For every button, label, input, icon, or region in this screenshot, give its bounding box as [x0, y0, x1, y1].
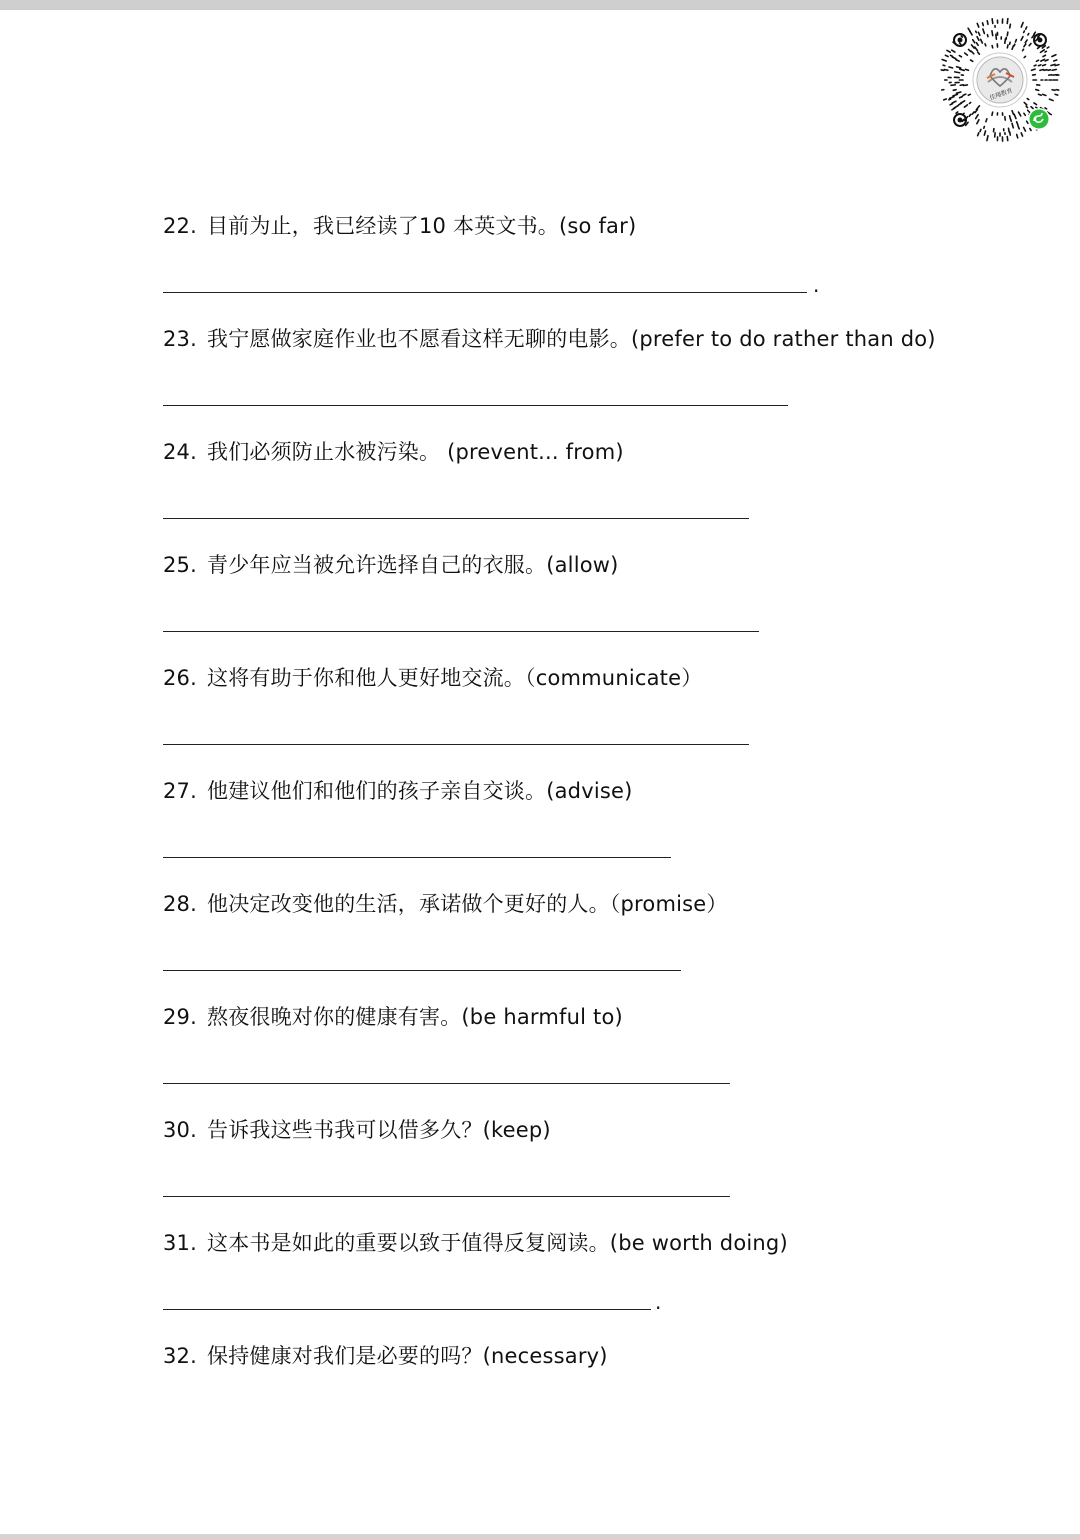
qr-ray: [956, 112, 958, 113]
qr-ray: [1018, 126, 1019, 129]
mini-program-badge-icon: [1030, 110, 1049, 129]
qr-ray: [964, 105, 967, 107]
qr-ray: [1012, 123, 1013, 127]
qr-ray: [978, 52, 980, 54]
question-31: [163, 1229, 788, 1257]
qr-ray: [945, 55, 948, 56]
qr-ray: [1014, 114, 1016, 118]
answer-blank-line[interactable]: [163, 744, 749, 745]
qr-ray: [942, 60, 946, 61]
qr-ray: [969, 114, 971, 116]
answer-blank-line[interactable]: [163, 292, 807, 293]
question-22: [163, 212, 636, 240]
question-23: [163, 325, 936, 353]
answer-blank-line[interactable]: [163, 857, 671, 858]
qr-ray: [987, 35, 988, 37]
question-text: 这本书是如此的重要以致于值得反复阅读。(be worth doing): [207, 1231, 788, 1255]
qr-ray: [953, 94, 957, 95]
qr-ray: [1007, 19, 1008, 24]
question-number: 26.: [163, 666, 197, 690]
qr-ray: [1026, 27, 1027, 29]
question-number: 24.: [163, 440, 197, 464]
qr-ray: [950, 97, 954, 99]
qr-ray: [956, 60, 959, 61]
qr-ray: [1017, 122, 1018, 125]
qr-ray: [950, 55, 952, 56]
qr-ray: [1034, 103, 1037, 105]
answer-blank-line[interactable]: [163, 1309, 651, 1310]
qr-ray: [1025, 40, 1027, 43]
qr-ray: [1052, 55, 1056, 57]
qr-ray: [992, 46, 993, 48]
answer-period: .: [813, 273, 820, 297]
qr-ray: [1036, 60, 1038, 61]
qr-ray: [1017, 135, 1018, 138]
qr-ray: [1043, 65, 1046, 66]
answer-blank-line[interactable]: [163, 405, 788, 406]
qr-ray: [1007, 137, 1008, 141]
qr-ray: [960, 97, 963, 98]
qr-ray: [986, 119, 987, 122]
qr-ray: [1019, 112, 1021, 116]
question-number: 23.: [163, 327, 197, 351]
qr-ray: [1043, 94, 1046, 95]
qr-ray: [1052, 69, 1056, 70]
qr-ray: [1040, 70, 1043, 71]
qr-ray: [1045, 108, 1047, 109]
answer-period: .: [655, 1290, 662, 1314]
qr-ray: [971, 60, 973, 61]
question-text: 熬夜很晚对你的健康有害。(be harmful to): [207, 1005, 623, 1029]
qr-ray: [1012, 111, 1013, 115]
answer-blank-line[interactable]: [163, 1196, 730, 1197]
qr-ray: [955, 72, 960, 73]
question-text: 我们必须防止水被污染。 (prevent... from): [207, 440, 624, 464]
question-text: 目前为止，我已经读了10 本英文书。(so far): [207, 214, 637, 238]
qr-ray: [969, 49, 971, 51]
qr-ray: [1021, 37, 1023, 41]
answer-blank-line[interactable]: [163, 1083, 730, 1084]
qr-ray: [976, 115, 978, 119]
qr-ray: [1024, 113, 1025, 115]
qr-ray: [1040, 50, 1044, 53]
qr-ray: [1014, 44, 1015, 46]
question-number: 31.: [163, 1231, 197, 1255]
qr-ray: [1007, 45, 1008, 48]
qr-ray: [966, 69, 969, 70]
qr-ray: [977, 120, 979, 124]
qr-ray: [1055, 65, 1059, 66]
qr-ray: [975, 109, 977, 112]
answer-blank-line[interactable]: [163, 631, 759, 632]
qr-ray: [1026, 106, 1027, 107]
qr-ray: [975, 47, 978, 51]
question-text: 保持健康对我们是必要的吗？(necessary): [207, 1344, 608, 1368]
qr-eye-center: [958, 38, 963, 43]
qr-ray: [1007, 32, 1008, 35]
qr-ray: [1024, 56, 1025, 57]
qr-ray: [976, 43, 978, 46]
qr-ray: [965, 53, 968, 55]
qr-ray: [956, 92, 960, 93]
qr-eye-center: [958, 118, 963, 123]
wechat-mini-program-code-icon: [938, 18, 1062, 142]
qr-ray: [1038, 65, 1040, 66]
question-text: 他决定改变他的生活，承诺做个更好的人。（promise）: [207, 892, 728, 916]
answer-blank-line[interactable]: [163, 970, 681, 971]
qr-ray: [968, 28, 970, 31]
qr-ray: [1036, 90, 1039, 91]
qr-ray: [964, 85, 968, 86]
qr-ray: [1024, 127, 1026, 131]
qr-ray: [985, 44, 986, 46]
question-29: [163, 1003, 623, 1031]
question-25: [163, 551, 619, 579]
qr-ray: [977, 23, 978, 27]
qr-center-label: 佳翔教育: [988, 87, 1014, 102]
qr-ray: [968, 94, 970, 95]
qr-ray: [1030, 129, 1031, 131]
qr-ray: [1049, 99, 1053, 100]
question-text: 青少年应当被允许选择自己的衣服。(allow): [207, 553, 619, 577]
qr-ray: [1045, 51, 1046, 52]
qr-ray: [1024, 44, 1026, 47]
question-number: 28.: [163, 892, 197, 916]
qr-ray: [1044, 70, 1047, 71]
question-32: [163, 1342, 608, 1370]
qr-ray: [1034, 32, 1035, 34]
qr-ray: [983, 29, 985, 34]
qr-ray: [992, 31, 993, 36]
qr-ray: [959, 43, 960, 44]
qr-ray: [1021, 23, 1023, 28]
qr-ray: [1028, 34, 1029, 35]
qr-ray: [1045, 60, 1048, 61]
qr-ray: [950, 104, 952, 105]
qr-ray: [963, 94, 966, 95]
qr-ray: [959, 56, 961, 57]
qr-ray: [1055, 94, 1058, 95]
qr-ray: [1024, 31, 1025, 33]
qr-ray: [971, 51, 974, 54]
qr-ray: [1009, 128, 1010, 132]
qr-ray: [973, 40, 975, 43]
question-number: 27.: [163, 779, 197, 803]
qr-ray: [1038, 94, 1041, 95]
qr-ray: [1027, 121, 1028, 123]
question-27: [163, 777, 633, 805]
qr-ray: [1054, 60, 1057, 61]
qr-ray: [1010, 42, 1011, 44]
qr-ray: [949, 67, 952, 68]
qr-ray: [1027, 99, 1028, 100]
qr-ray: [987, 136, 988, 141]
qr-ray: [1031, 107, 1033, 109]
qr-ray: [987, 21, 988, 24]
qr-ray: [1041, 59, 1045, 61]
question-text: 我宁愿做家庭作业也不愿看这样无聊的电影。(prefer to do rather than do): [207, 327, 936, 351]
qr-ray: [983, 23, 984, 26]
question-24: [163, 438, 624, 466]
qr-ray: [992, 112, 993, 115]
qr-ray: [944, 70, 948, 71]
qr-ray: [1012, 46, 1013, 50]
qr-ray: [981, 39, 983, 43]
qr-ray: [1029, 44, 1031, 46]
qr-ray: [992, 19, 993, 24]
qr-eye-center: [1038, 38, 1043, 43]
qr-ray: [978, 133, 979, 136]
question-number: 29.: [163, 1005, 197, 1029]
question-number: 32.: [163, 1344, 197, 1368]
question-number: 25.: [163, 553, 197, 577]
question-text: 这将有助于你和他人更好地交流。（communicate）: [207, 666, 703, 690]
qr-ray: [1034, 65, 1036, 66]
qr-ray: [969, 103, 970, 104]
qr-ray: [1021, 133, 1022, 136]
question-text: 他建议他们和他们的孩子亲自交谈。(advise): [207, 779, 633, 803]
qr-ray: [1010, 132, 1011, 135]
qr-ray: [1023, 49, 1024, 50]
qr-ray: [957, 67, 961, 68]
qr-ray: [980, 129, 981, 131]
question-30: [163, 1116, 551, 1144]
qr-ray: [1024, 102, 1027, 104]
question-number: 22.: [163, 214, 197, 238]
bottom-border: [0, 1534, 1080, 1539]
qr-ray: [972, 112, 974, 114]
question-number: 30.: [163, 1118, 197, 1142]
question-26: [163, 664, 702, 692]
qr-ray: [952, 57, 956, 59]
answer-blank-line[interactable]: [163, 518, 749, 519]
top-border: [0, 0, 1080, 10]
qr-ray: [960, 69, 964, 70]
qr-ray: [984, 126, 985, 128]
qr-ray: [952, 50, 955, 52]
question-28: [163, 890, 728, 918]
qr-ray: [953, 90, 956, 91]
qr-ray: [977, 37, 979, 41]
qr-ray: [978, 32, 979, 35]
qr-ray: [952, 101, 956, 103]
qr-ray: [949, 99, 951, 100]
qr-ray: [959, 103, 962, 105]
qr-ray: [944, 99, 947, 100]
qr-ray: [947, 50, 950, 52]
qr-ray: [1032, 69, 1036, 70]
qr-ray: [1043, 55, 1045, 56]
qr-ray: [971, 45, 974, 48]
qr-ray: [952, 108, 955, 110]
qr-ray: [1051, 64, 1055, 65]
qr-ray: [961, 36, 962, 37]
qr-ray: [1047, 47, 1049, 48]
qr-ray: [1015, 40, 1016, 42]
qr-ray: [976, 31, 977, 32]
qr-ray: [1052, 90, 1055, 91]
qr-ray: [1010, 24, 1011, 28]
qr-ray: [984, 131, 985, 135]
question-text: 告诉我这些书我可以借多久？(keep): [207, 1118, 551, 1142]
